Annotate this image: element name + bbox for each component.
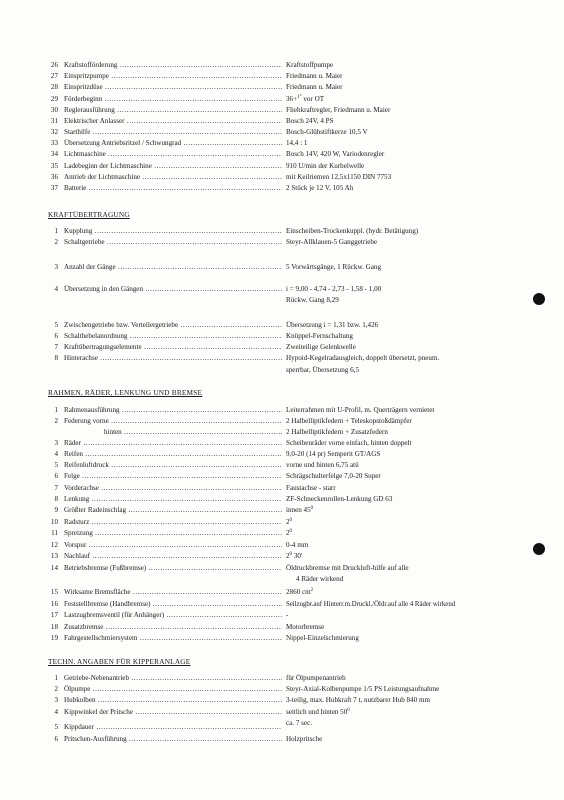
row-number: 37 — [50, 184, 58, 192]
spec-row — [0, 238, 564, 247]
spec-row — [0, 173, 564, 182]
row-label: Lenkung ..... — [64, 495, 282, 504]
row-label: Kippwinkel der Pritsche ..... — [64, 708, 282, 717]
spec-row — [0, 343, 564, 352]
row-label: Kraftübertragungselemente ..... — [64, 343, 282, 352]
row-label: Übersetzung Antriebsritzel / Schwungrad ..... — [64, 139, 282, 148]
section-heading: TECHN. ANGABEN FÜR KIPPERANLAGE — [48, 657, 191, 666]
row-number: 3 — [54, 696, 58, 704]
spec-row — [0, 600, 564, 609]
row-number: 7 — [54, 484, 58, 492]
section-heading: KRAFTÜBERTRAGUNG — [48, 210, 130, 219]
row-label: Radsturz ..... — [64, 518, 282, 527]
row-value: Einscheiben-Trockenkuppl. (hydr. Betätigung) — [286, 227, 419, 235]
row-label: Lichtmaschine ..... — [64, 150, 282, 159]
superscript: 1° — [297, 95, 302, 100]
superscript: 0 — [289, 518, 293, 523]
row-value: für Ölpumpenantrieb — [286, 674, 346, 682]
row-label: Spreizung ..... — [64, 529, 282, 538]
row-number: 29 — [50, 95, 58, 103]
row-label: Kippdauer ..... — [64, 723, 282, 732]
row-value-continuation: Rückw. Gang 8,29 — [286, 296, 339, 304]
row-number: 35 — [50, 162, 58, 170]
row-value: Bosch-Glühstiftkerze 10,5 V — [286, 128, 368, 136]
row-label: Hubkolben ..... — [64, 696, 282, 705]
spec-row — [0, 611, 564, 620]
row-label: Antrieb der Lichtmaschine ..... — [64, 173, 282, 182]
row-value: 2 Stück je 12 V, 105 Ah — [286, 184, 354, 192]
spec-row — [0, 708, 564, 717]
row-number: 1 — [54, 227, 58, 235]
row-value: innen $45^0$ — [286, 506, 314, 514]
row-value: 2 Halbelliptikfedern + Zusatzfedern — [286, 428, 388, 436]
superscript: 0 — [289, 529, 293, 534]
row-label: Kraftstofförderung ..... — [64, 61, 282, 70]
superscript: 0 — [310, 506, 314, 511]
row-label: Reifenluftdruck ..... — [64, 461, 282, 470]
row-number: 5 — [54, 461, 58, 469]
row-value: $2^0$ 30' — [286, 552, 303, 560]
spec-row — [0, 552, 564, 561]
row-label: Nachlauf ..... — [64, 552, 282, 561]
row-value: Motorbremse — [286, 623, 325, 631]
row-number: 17 — [50, 611, 58, 619]
row-label: Pritschen-Ausführung ..... — [64, 735, 282, 744]
spec-row — [0, 506, 564, 515]
row-value: 0-4 mm — [286, 541, 309, 549]
spec-row — [0, 685, 564, 694]
row-label: Übersetzung in den Gängen ..... — [64, 285, 282, 294]
spec-row — [0, 95, 564, 104]
spec-row — [0, 495, 564, 504]
row-value: Friedmann u. Maier — [286, 72, 343, 80]
spec-row — [0, 332, 564, 341]
spec-row — [0, 117, 564, 126]
row-value: 5 Vorwärtsgänge, 1 Rückw. Gang — [286, 263, 382, 271]
row-value: Zweiteilige Gelenkwelle — [286, 343, 356, 351]
row-value: Knüppel-Fernschaltung — [286, 332, 353, 340]
row-number: 13 — [50, 552, 58, 560]
spec-row — [0, 263, 564, 272]
row-number: 10 — [50, 518, 58, 526]
row-value-continuation: 4 Räder wirkend — [296, 575, 344, 583]
row-value: 9,0-20 (14 pr) Semperit GT/AGS — [286, 450, 381, 458]
spec-row — [0, 150, 564, 159]
superscript: 2 — [310, 588, 314, 593]
row-value: 36+$^{1^\circ}$ vor OT — [286, 95, 325, 103]
row-value: 14,4 : 1 — [286, 139, 308, 147]
row-label: Reglerausführung ..... — [64, 106, 282, 115]
row-value: seitlich und hinten $50^0$ — [286, 708, 350, 716]
spec-row — [0, 72, 564, 81]
row-number: 18 — [50, 623, 58, 631]
row-number: 9 — [54, 506, 58, 514]
row-number: 4 — [54, 285, 58, 293]
row-number: 12 — [50, 541, 58, 549]
row-label: Felge ..... — [64, 472, 282, 481]
spec-row — [0, 428, 564, 437]
spec-row — [0, 61, 564, 70]
row-value: Bosch 14V, 420 W, Variodenregler — [286, 150, 385, 158]
row-value: - — [286, 611, 289, 619]
row-value: Holzpritsche — [286, 735, 323, 743]
spec-row — [0, 417, 564, 426]
spec-row — [0, 128, 564, 137]
row-label: Schaltgetriebe ..... — [64, 238, 282, 247]
row-number: 1 — [54, 406, 58, 414]
spec-row — [0, 450, 564, 459]
row-value: 2860 $cm^2$ — [286, 588, 314, 596]
row-value: ca. 7 sec. — [286, 719, 312, 727]
spec-row — [0, 184, 564, 193]
row-value: Hypoid-Kegelradausgleich, doppelt übersetzt, pneum. — [286, 354, 440, 362]
spec-row — [0, 139, 564, 148]
spec-row — [0, 106, 564, 115]
spec-row — [0, 354, 564, 363]
row-label: Kupplung ..... — [64, 227, 282, 236]
row-value: Steyr-Allklauen-5 Ganggetriebe — [286, 238, 378, 246]
spec-row — [0, 634, 564, 643]
row-number: 6 — [54, 735, 58, 743]
row-label: Batterie ..... — [64, 184, 282, 193]
spec-row — [0, 484, 564, 493]
spec-row — [0, 564, 564, 573]
row-label: Vorderachse ..... — [64, 484, 282, 493]
spec-row — [0, 541, 564, 550]
row-label: Rahmenausführung ..... — [64, 406, 282, 415]
row-value-continuation: sperrbar, Übersetzung 6,5 — [286, 366, 359, 374]
row-label: Reifen ..... — [64, 450, 282, 459]
row-value: Seilzugbr.auf Hinterr.m.Druckl./Öldr.auf alle 4 Räder wirkend — [286, 601, 456, 608]
row-value: Leiterrahmen mit U-Profil, m. Querträgern vernietet — [286, 406, 435, 414]
spec-row — [0, 674, 564, 683]
row-number: 16 — [50, 600, 58, 608]
row-label: Räder ..... — [64, 439, 282, 448]
spec-row — [0, 719, 564, 732]
row-value: Faustachse - starr — [286, 484, 336, 492]
row-label: Lastzugbremsventil (für Anhänger) ..... — [64, 611, 282, 620]
spec-row — [0, 529, 564, 538]
row-number: 5 — [54, 321, 58, 329]
row-label: Förderbeginn ..... — [64, 95, 282, 104]
row-value: mit Keilriemen 12,5x1150 DIN 7753 — [286, 173, 392, 181]
row-value: Friedmann u. Maier — [286, 83, 343, 91]
row-label: Zwischengetriebe bzw. Verteilergetriebe ..... — [64, 321, 282, 330]
spec-row — [0, 406, 564, 415]
row-number: 11 — [51, 529, 58, 537]
spec-row — [0, 227, 564, 236]
row-value: Kraftstoffpumpe — [286, 61, 334, 69]
row-number: 32 — [50, 128, 58, 136]
row-label: hinten ..... — [104, 428, 282, 437]
row-value: Nippel-Einzelschmierung — [286, 634, 359, 642]
row-label: Feststellbremse (Handbremse) ..... — [64, 600, 282, 609]
row-label: Federung vorne ..... — [64, 417, 282, 426]
row-value: Bosch 24V, 4 PS — [286, 117, 334, 125]
row-label: Ladebeginn der Lichtmaschine ..... — [64, 162, 282, 171]
row-label: Zusatzbremse ..... — [64, 623, 282, 632]
row-label: Vorspur ..... — [64, 541, 282, 550]
spec-row — [0, 472, 564, 481]
row-number: 31 — [50, 117, 58, 125]
row-number: 6 — [54, 332, 58, 340]
row-label: Hinterachse ..... — [64, 354, 282, 363]
row-number: 2 — [54, 238, 58, 246]
row-number: 2 — [54, 685, 58, 693]
spec-row — [0, 162, 564, 171]
row-value: Öldruckbremse mit Druckluft-hilfe auf alle — [286, 564, 409, 572]
spec-row — [0, 285, 564, 294]
row-label: Schalthebelanordnung ..... — [64, 332, 282, 341]
row-label: Einspritzpumpe ..... — [64, 72, 282, 81]
row-value: Fliehkraftregler, Friedmann u. Maier — [286, 106, 391, 114]
spec-row — [0, 321, 564, 330]
row-value: 2 Halbelliptikfedern + Teleskopstoßdämpfer — [286, 417, 412, 425]
spec-row — [0, 461, 564, 470]
superscript: 0 — [289, 552, 293, 557]
spec-row — [0, 588, 564, 597]
row-label: Größter Radeinschlag ..... — [64, 506, 282, 515]
spec-row — [0, 735, 564, 744]
row-number: 34 — [50, 150, 58, 158]
row-number: 28 — [50, 83, 58, 91]
row-value: Übersetzung i = 1,31 bzw. 1,426 — [286, 321, 379, 329]
row-label: Fahrgestellschmiersystem ..... — [64, 634, 282, 643]
row-label: Einspritzdüse ..... — [64, 83, 282, 92]
row-label: Ölpumpe ..... — [64, 685, 282, 694]
row-value: $2^0$ — [286, 529, 293, 537]
punch-hole — [533, 293, 545, 305]
row-number: 19 — [50, 634, 58, 642]
row-label: Betriebsbremse (Fußbremse) ..... — [64, 564, 282, 573]
spec-row — [0, 83, 564, 92]
row-value: vorne und hinten 6,75 atü — [286, 461, 359, 469]
superscript: 0 — [347, 708, 350, 713]
row-number: 8 — [54, 354, 58, 362]
row-number: 3 — [54, 263, 58, 271]
punch-hole — [533, 543, 545, 555]
row-value: Steyr-Axial-Kolbenpumpe 1/5 PS Leistungsaufnahme — [286, 685, 440, 693]
section-heading: RAHMEN, RÄDER, LENKUNG UND BREMSE — [48, 388, 203, 397]
spec-row — [0, 439, 564, 448]
row-number: 15 — [50, 588, 58, 596]
row-number: 1 — [54, 674, 58, 682]
row-value: ZF-Schneckenrollen-Lenkung GD 63 — [286, 495, 393, 503]
row-label: Anzahl der Gänge ..... — [64, 263, 282, 272]
row-number: 4 — [54, 450, 58, 458]
row-number: 26 — [50, 61, 58, 69]
row-number: 4 — [54, 708, 58, 716]
row-number: 27 — [50, 72, 58, 80]
row-number: 8 — [54, 495, 58, 503]
row-value: 3-teilig, max. Hubkraft 7 t, nutzbarer Hub 840 mm — [286, 696, 431, 704]
row-value: $2^0$ — [286, 518, 293, 526]
row-number: 30 — [50, 106, 58, 114]
row-label: Getriebe-Nebenantrieb ..... — [64, 674, 282, 683]
row-number: 6 — [54, 472, 58, 480]
row-number: 3 — [54, 439, 58, 447]
row-number: 14 — [50, 564, 58, 572]
row-number: 2 — [54, 417, 58, 425]
row-label: Starthilfe ..... — [64, 128, 282, 137]
row-number: 5 — [54, 723, 58, 731]
spec-row — [0, 518, 564, 527]
row-label: Elektrischer Anlasser ..... — [64, 117, 282, 126]
spec-row — [0, 696, 564, 705]
row-number: 7 — [54, 343, 58, 351]
row-value: Schrägschulterfelge 7,0-20 Super — [286, 472, 381, 480]
row-number: 36 — [50, 173, 58, 181]
row-value: i = 9,00 - 4,74 - 2,73 - 1,58 - 1,00 — [286, 285, 382, 293]
spec-row — [0, 623, 564, 632]
row-label: Wirksame Bremsfläche ..... — [64, 588, 282, 597]
row-value: 910 U/min der Kurbelwelle — [286, 162, 365, 170]
row-value: Scheibenräder vorne einfach, hinten doppelt — [286, 439, 412, 447]
row-number: 33 — [50, 139, 58, 147]
